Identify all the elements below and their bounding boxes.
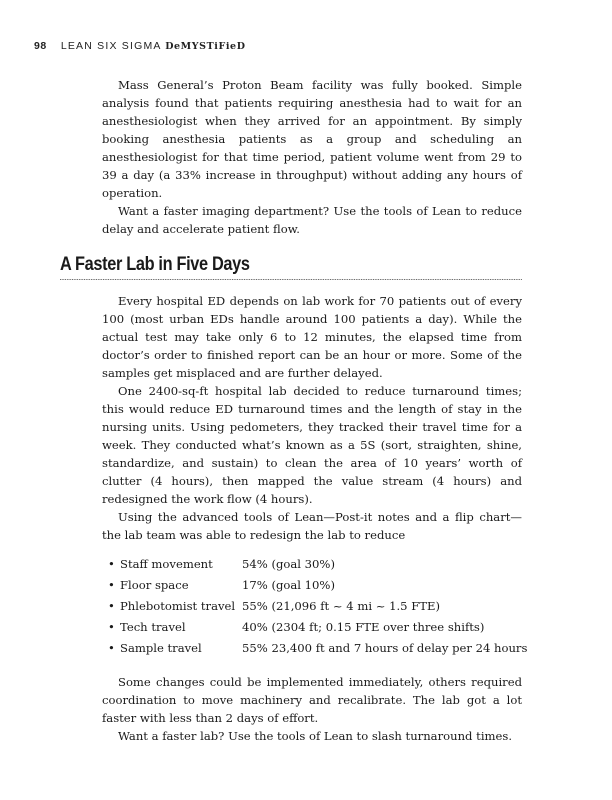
bullet-icon: • — [108, 557, 115, 571]
bullet-icon: • — [108, 599, 115, 613]
list-item — [102, 617, 522, 638]
section-paragraph-1: Every hospital ED depends on lab work for 70 patients out of every 100 (most urban EDs handle around 100 patients a day). While the actual test may take only 6 to 12 minutes, the elapsed time from doctor’s order to finished report can be an hour or more. Some of the samples get misplaced and are further delayed. — [102, 294, 522, 380]
closing-paragraph-2: Want a faster lab? Use the tools of Lean to slash turnaround times. — [118, 729, 513, 743]
running-head — [34, 40, 246, 52]
list-item — [102, 575, 522, 596]
list-item-label: Phlebotomist travel — [120, 599, 236, 613]
list-item-label: Staff movement — [120, 557, 213, 571]
list-item-value: 55% 23,400 ft and 7 hours of delay per 24 hours — [242, 641, 528, 655]
closing-paragraph-1: Some changes could be implemented immediately, others required coordination to move machinery and recalibrate. The lab got a lot faster with less than 2 days of effort. — [102, 675, 522, 725]
section-paragraph-3: Using the advanced tools of Lean—Post-it notes and a flip chart—the lab team was able to redesign the lab to reduce — [102, 510, 522, 542]
list-item-label: Tech travel — [120, 620, 186, 634]
section-heading: A Faster Lab in Five Days — [60, 254, 522, 280]
section-paragraph-2: One 2400-sq-ft hospital lab decided to reduce turnaround times; this would reduce ED turnaround times and the length of stay in the nursing units. Using pedometers, they tracked their travel time for a week. They conducted what’s known as a 5S (sort, straighten, shine, standardize, and sustain) to clean the area of 10 years’ worth of clutter (4 hours), then mapped the value stream (4 hours) and redesigned the work flow (4 hours). — [102, 384, 522, 506]
list-item — [102, 596, 522, 617]
intro-text — [102, 76, 522, 238]
intro-paragraph-1: Mass General’s Proton Beam facility was fully booked. Simple analysis found that patients requiring anesthesia had to wait for an anesthesiologist when they arrived for an appointment. By simply booking anesthesia patients as a group and scheduling an anesthesiologist for that time period, patient volume went from 29 to 39 a day (a 33% increase in throughput) without adding any hours of operation. — [102, 78, 522, 200]
list-item — [102, 554, 522, 575]
bullet-icon: • — [108, 578, 115, 592]
book-subtitle: DeMYSTiFieD — [165, 41, 246, 52]
section-heading-block — [60, 254, 522, 280]
intro-paragraph-2: Want a faster imaging department? Use the tools of Lean to reduce delay and accelerate patient flow. — [102, 204, 522, 236]
list-item-value: 17% (goal 10%) — [242, 578, 335, 592]
reduction-list — [102, 554, 528, 659]
book-title: LEAN SIX SIGMA — [60, 40, 162, 52]
list-item — [102, 638, 528, 659]
list-item-value: 55% (21,096 ft ~ 4 mi ~ 1.5 FTE) — [242, 599, 440, 613]
list-item-value: 54% (goal 30%) — [242, 557, 335, 571]
bullet-icon: • — [108, 620, 115, 634]
list-item-value: 40% (2304 ft; 0.15 FTE over three shifts) — [242, 620, 485, 634]
list-item-label: Sample travel — [120, 641, 202, 655]
list-item-label: Floor space — [120, 578, 189, 592]
bullet-icon: • — [108, 641, 115, 655]
page-number: 98 — [34, 40, 47, 52]
section-body — [102, 292, 528, 745]
